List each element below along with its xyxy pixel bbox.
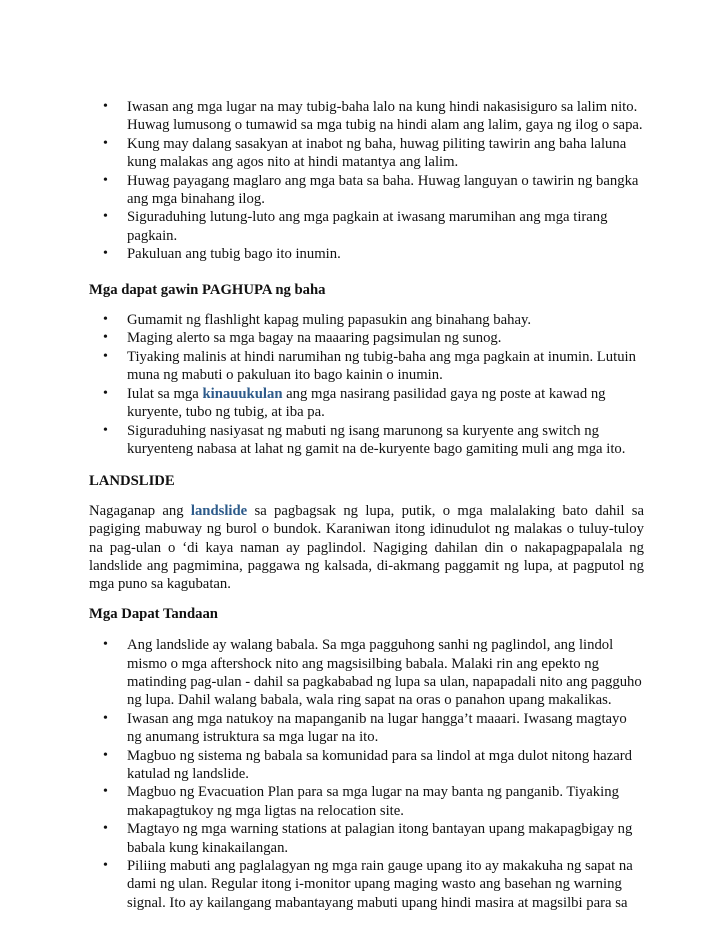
list-item: • Magbuo ng Evacuation Plan para sa mga lugar na may banta ng panganib. Tiyaking makapagtukoy ng mga ligtas na relocation site. bbox=[127, 783, 644, 820]
list-item-text: Iulat sa mga bbox=[127, 385, 203, 402]
list-item: • Huwag payagang maglaro ang mga bata sa baha. Huwag languyan o tawirin ng bangka ang mga binahang ilog. bbox=[127, 172, 644, 209]
landslide-paragraph bbox=[89, 502, 644, 594]
list-item: • Kung may dalang sasakyan at inabot ng baha, huwag piliting tawirin ang baha laluna kung malakas ang agos nito at hindi matantya ang lalim. bbox=[127, 135, 644, 172]
list-item: • Magtayo ng mga warning stations at palagian itong bantayan upang makapagbigay ng babala kung kinakailangan. bbox=[127, 820, 644, 857]
list-item: • Tiyaking malinis at hindi narumihan ng tubig-baha ang mga pagkain at inumin. Lutuin muna ng mabuti o pakuluan ito bago kainin o inumin. bbox=[127, 348, 644, 385]
list-item: • Iwasan ang mga natukoy na mapanganib na lugar hangga’t maaari. Iwasang magtayo ng anumang istruktura sa mga lugar na ito. bbox=[127, 710, 644, 747]
document-page bbox=[89, 98, 644, 912]
list-item: • Gumamit ng flashlight kapag muling papasukin ang binahang bahay. bbox=[127, 311, 644, 329]
landslide-link[interactable]: landslide bbox=[190, 502, 248, 519]
section-heading-landslide: LANDSLIDE bbox=[89, 473, 175, 490]
flood-precautions-list bbox=[89, 98, 644, 264]
list-item: • Maging alerto sa mga bagay na maaaring pagsimulan ng sunog. bbox=[127, 329, 644, 347]
section-heading-paghupa: Mga dapat gawin PAGHUPA ng baha bbox=[89, 281, 326, 298]
list-item: • Siguraduhing nasiyasat ng mabuti ng isang marunong sa kuryente ang switch ng kuryenteng nabasa at lahat ng gamit na de-kuryente bago gamiting muli ang mga ito. bbox=[127, 422, 644, 459]
paghupa-list bbox=[89, 311, 644, 458]
list-item-text: ang mga nasirang pasilidad gaya ng poste at kawad ng kuryente, tubo ng tubig, at iba pa. bbox=[127, 385, 606, 421]
paragraph-text: Nagaganap ang bbox=[89, 502, 191, 519]
tandaan-list bbox=[89, 636, 644, 912]
paragraph-text: sa pagbagsak ng lupa, putik, o mga malalaking bato dahil sa pagiging mabuway ng burol o bundok. Karaniwan itong idinudulot ng malakas o tuluy-tuloy na pag-ulan o ‘di kaya naman ay paglindol. Nagiging dahilan din o nakapagpapalala ng landslide ang pagmimina, paggawa ng kalsada, di-akmang paggamit ng lupa, at pagputol ng mga puno sa kagubatan. bbox=[89, 502, 645, 593]
list-item: • Ang landslide ay walang babala. Sa mga pagguhong sanhi ng paglindol, ang lindol mismo o mga aftershock nito ang magsisilbing babala. Malaki rin ang epekto ng matinding pag-ulan - dahil sa pagkababad ng lupa sa ulan, napapadali nito ang pagguho ng lupa. Dahil walang babala, wala ring sapat na oras o panahon upang makalikas. bbox=[127, 636, 644, 710]
list-item: • Pakuluan ang tubig bago ito inumin. bbox=[127, 245, 644, 263]
list-item: • Magbuo ng sistema ng babala sa komunidad para sa lindol at mga dulot nitong hazard katulad ng landslide. bbox=[127, 747, 644, 784]
kinauukulan-link[interactable]: kinauukulan bbox=[202, 385, 283, 402]
list-item: • Piliing mabuti ang paglalagyan ng mga rain gauge upang ito ay makakuha ng sapat na dami ng ulan. Regular itong i-monitor upang maging wasto ang basehan ng warning signal. Ito ay kailangang mabantayang mabuti upang hindi masira at magsilbi para sa bbox=[127, 857, 644, 912]
section-heading-tandaan: Mga Dapat Tandaan bbox=[89, 605, 218, 622]
list-item bbox=[127, 385, 644, 422]
list-item: • Siguraduhing lutung-luto ang mga pagkain at iwasang marumihan ang mga tirang pagkain. bbox=[127, 208, 644, 245]
list-item: • Iwasan ang mga lugar na may tubig-baha lalo na kung hindi nakasisiguro sa lalim nito. Huwag lumusong o tumawid sa mga tubig na hindi alam ang lalim, gaya ng ilog o sapa. bbox=[127, 98, 644, 135]
